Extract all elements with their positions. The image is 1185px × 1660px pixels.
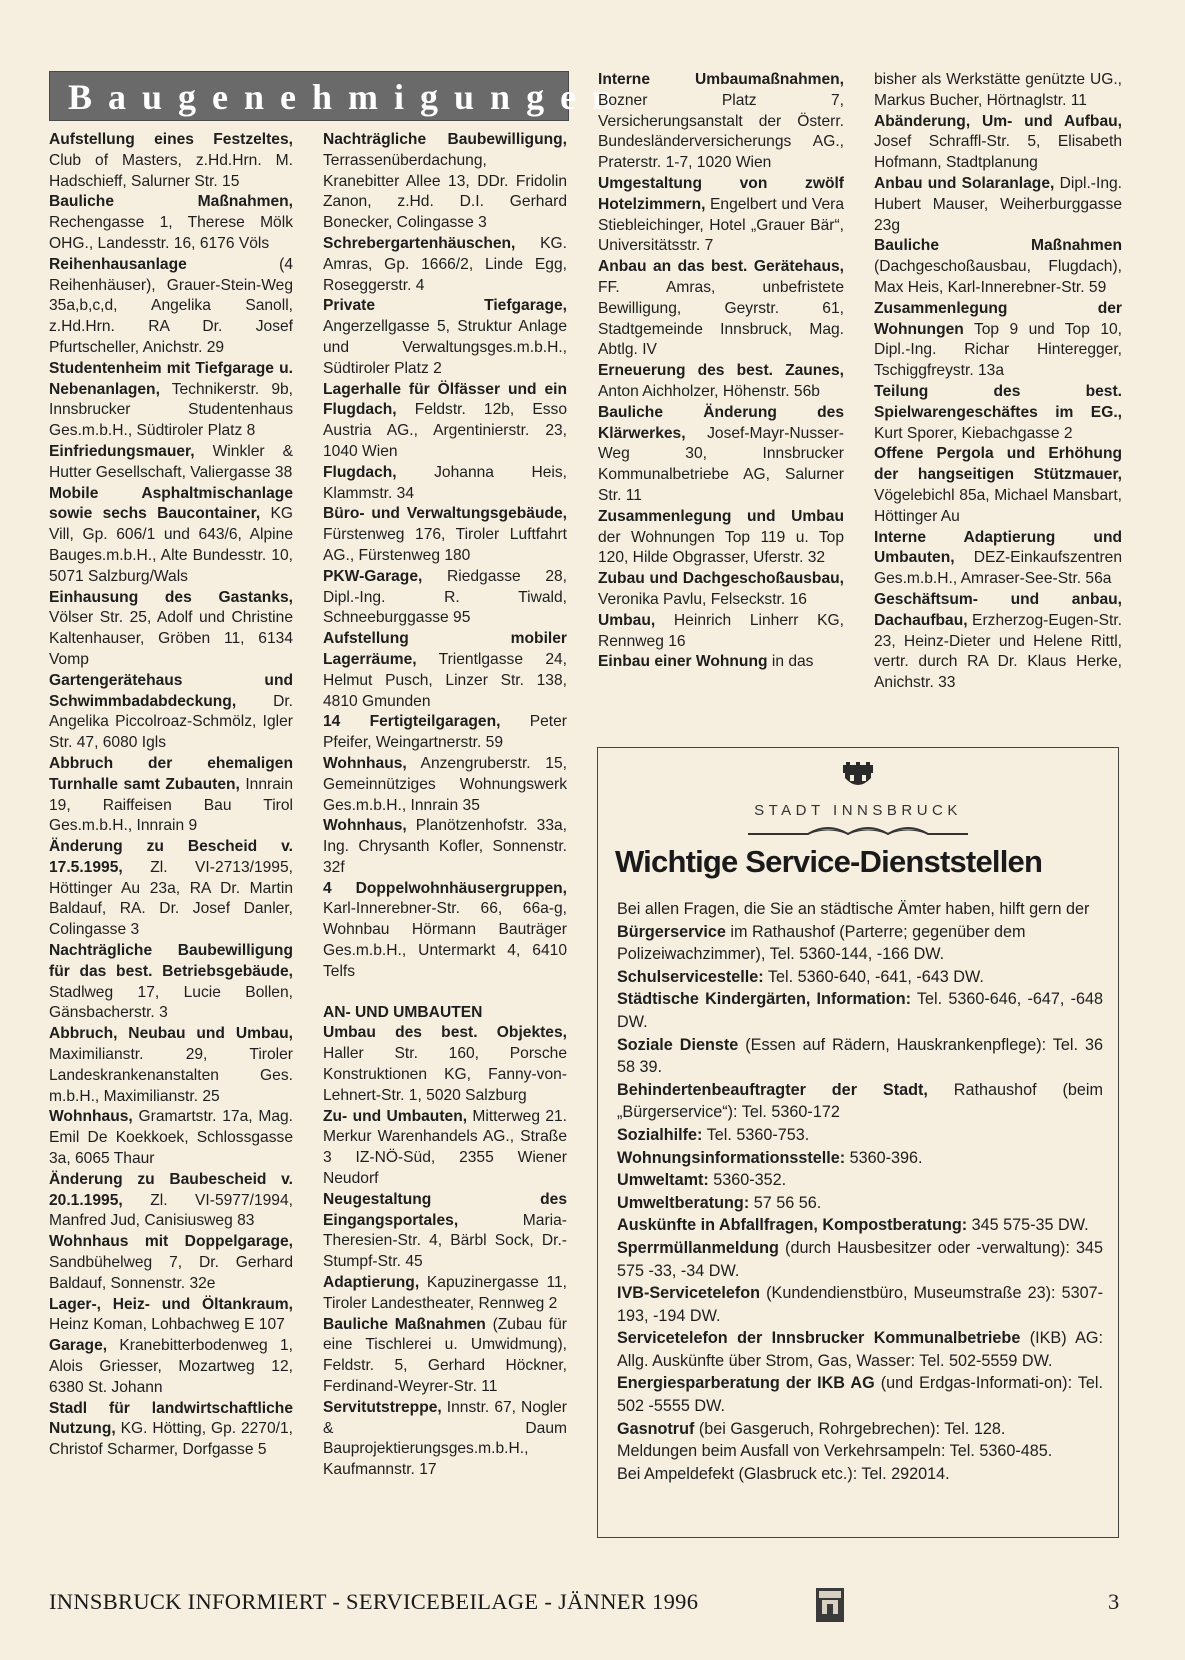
entry-heading: Garage, xyxy=(49,1337,108,1355)
entry-heading: Umgestaltung von zwölf Hotelzimmern, xyxy=(598,174,844,213)
entry-text: Mitterweg 21. Merkur Warenhandels AG., Straße 3 IZ-NÖ-Süd, 2355 Wiener Neudorf xyxy=(323,1107,567,1188)
entry-heading: Wohnungsinformationsstelle: xyxy=(617,1148,846,1167)
entry-text: Dr. Angelika Piccolroaz-Schmölz, Igler Str. 47, 6080 Igls xyxy=(49,692,293,752)
entry-text: Josef Schraffl-Str. 5, Elisabeth Hofmann, Stadtplanung xyxy=(874,133,1122,172)
list-item xyxy=(598,507,844,569)
entry-heading: Umweltamt: xyxy=(617,1171,709,1190)
list-item xyxy=(598,361,844,403)
entry-text: 5360-396. xyxy=(845,1148,923,1167)
entry-heading: Umbau, xyxy=(598,611,656,629)
entry-text: Rechengasse 1, Therese Mölk OHG., Landesstr. 16, 6176 Völs xyxy=(49,214,293,252)
service-entries xyxy=(617,966,1103,1440)
list-item xyxy=(323,712,567,754)
list-item xyxy=(49,1107,293,1169)
entry-text: KG Vill, Gp. 606/1 und 643/6, Alpine Bauges.m.b.H., Alte Bundesstr. 10, 5071 Salzburg/Wals xyxy=(49,505,293,585)
listing-group-extensions xyxy=(323,1023,567,1481)
entry-heading: Wohnhaus, xyxy=(49,1108,133,1126)
list-item xyxy=(49,1295,293,1337)
entry-text: Völser Str. 25, Adolf und Christine Kaltenhauser, Gröben 11, 6134 Vomp xyxy=(49,609,293,668)
entry-text: Maximilianstr. 29, Tiroler Landeskrankenanstalten Ges. m.b.H., Maximilianstr. 25 xyxy=(49,1046,293,1105)
entry-heading: Nachträgliche Baubewilligung, xyxy=(323,131,567,148)
entry-text: Fürstenweg 176, Tiroler Luftfahrt AG., Fürstenweg 180 xyxy=(323,526,567,564)
entry-text: Heinrich Linherr KG, Rennweg 16 xyxy=(598,611,844,650)
entry-text: (Kundendienstbüro, Museumstraße 23): 5307-193, -194 DW. xyxy=(617,1284,1103,1325)
entry-heading: Gartengerätehaus und Schwimmbadabdeckung, xyxy=(49,671,293,710)
list-item xyxy=(617,1327,1103,1372)
entry-text: (Dachgeschoßausbau, Flugdach), Max Heis, Karl-Innerebner-Str. 59 xyxy=(874,258,1122,296)
service-intro: Bei allen Fragen, die Sie an städtische Ämter haben, hilft gern der Bürgerservice im Rathaushof (Parterre; gegenüber dem Polizeiwachzimmer), Tel. 5360-144, -166 DW. xyxy=(617,900,1090,964)
entry-heading: Aufstellung mobiler Lagerräume, xyxy=(323,630,567,668)
entry-heading: Einbau einer Wohnung xyxy=(598,653,768,671)
list-item xyxy=(323,504,567,566)
listing-group-new xyxy=(323,130,567,983)
entry-text: 57 56 56. xyxy=(749,1193,822,1212)
entry-heading: Studentenheim mit Tiefgarage u. Nebenanlagen, xyxy=(49,359,293,398)
entry-text: (Essen auf Rädern, Hauskrankenpflege): Tel. 36 58 39. xyxy=(617,1035,1103,1077)
entry-heading: Wohnhaus, xyxy=(323,817,407,835)
list-item xyxy=(874,112,1122,174)
list-item xyxy=(323,463,567,505)
entry-text: (bei Gasgeruch, Rohrgebrechen): Tel. 128. xyxy=(694,1419,1006,1438)
entry-text: Riedgasse 28, Dipl.-Ing. R. Tiwald, Schneeburggasse 95 xyxy=(323,567,567,627)
list-item xyxy=(323,879,567,983)
entry-heading: Einfriedungsmauer, xyxy=(49,442,195,460)
entry-heading: Abbruch der ehemaligen Turnhalle samt Zubauten, xyxy=(49,754,293,793)
entry-heading: Offene Pergola und Erhöhung der hangseitigen Stützmauer, xyxy=(874,445,1122,484)
entry-text: Sandbühelweg 7, Dr. Gerhard Baldauf, Sonnenstr. 32e xyxy=(49,1254,293,1292)
list-item xyxy=(617,1192,1103,1215)
entry-heading: Auskünfte in Abfallfragen, Kompostberatung: xyxy=(617,1216,968,1235)
list-item xyxy=(323,1273,567,1315)
list-item xyxy=(49,484,293,588)
list-item xyxy=(617,1214,1103,1237)
entry-text: Bozner Platz 7, Versicherungsanstalt der Österr. Bundesländerversicherungs AG., Praterstr. 1-7, 1020 Wien xyxy=(598,91,844,172)
listing-column-1 xyxy=(49,130,293,1461)
list-item xyxy=(617,1282,1103,1327)
list-item xyxy=(323,1190,567,1273)
list-item xyxy=(874,382,1122,444)
entry-heading: Einhausung des Gastanks, xyxy=(49,588,293,606)
entry-heading: Geschäftsum- und anbau, Dachaufbau, xyxy=(874,590,1122,629)
list-item xyxy=(323,629,567,712)
city-logo xyxy=(598,762,1118,842)
list-item xyxy=(323,234,567,296)
list-item xyxy=(323,816,567,878)
entry-heading: Gasnotruf xyxy=(617,1419,695,1438)
entry-text: Innstr. 67, Nogler & Daum Bauprojektierungsges.m.b.H., Kaufmannstr. 17 xyxy=(323,1398,567,1479)
list-item xyxy=(598,70,844,174)
entry-text: (Zubau für eine Tischlerei u. Umwidmung), Feldstr. 5, Gerhard Höckner, Ferdinand-Weyrer-Str. 11 xyxy=(323,1315,567,1396)
org-name: STADT INNSBRUCK xyxy=(754,802,962,819)
entry-text: bisher als Werkstätte genützte UG., Markus Bucher, Hörtnaglstr. 11 xyxy=(874,71,1122,109)
list-item xyxy=(617,1124,1103,1147)
entry-heading: Wohnhaus mit Doppelgarage, xyxy=(49,1233,293,1251)
entry-heading: Interne Umbaumaßnahmen, xyxy=(598,71,844,88)
entry-text: Johanna Heis, Klammstr. 34 xyxy=(323,463,567,502)
entry-text: Kapuzinergasse 11, Tiroler Landestheater, Rennweg 2 xyxy=(323,1274,567,1312)
entry-text: in das xyxy=(767,653,814,671)
section-title: Baugenehmigungen xyxy=(68,77,629,117)
entry-heading: Mobile Asphaltmischanlage sowie sechs Baucontainer, xyxy=(49,484,293,523)
entry-heading: Energiesparberatung der IKB AG xyxy=(617,1374,875,1393)
entry-heading: Abbruch, Neubau und Umbau, xyxy=(49,1025,293,1043)
city-crest-icon xyxy=(841,762,875,795)
entry-text: Veronika Pavlu, Felseckstr. 16 xyxy=(598,590,807,608)
entry-text: FF. Amras, unbefristete Bewilligung, Geyrstr. 61, Stadtgemeinde Innsbruck, Mag. Abtlg. IV xyxy=(598,278,844,359)
list-item xyxy=(617,1079,1103,1124)
entry-heading: Bauliche Maßnahmen, xyxy=(49,193,293,211)
entry-heading: Stadl für landwirtschaftliche Nutzung, xyxy=(49,1399,293,1438)
entry-heading: 4 Doppelwohnhäusergruppen, xyxy=(323,879,567,897)
entry-heading: Bauliche Änderung des Klärwerkes, xyxy=(598,403,844,442)
entry-heading: Lagerhalle für Ölfässer und ein Flugdach, xyxy=(323,380,567,419)
entry-heading: PKW-Garage, xyxy=(323,567,423,585)
entry-text: Erzherzog-Eugen-Str. 23, Heinz-Dieter und Helene Rittl, vertr. durch RA Dr. Klaus Herke, Anichstr. 33 xyxy=(874,611,1122,692)
list-item xyxy=(49,837,293,941)
subsection-heading: AN- UND UMBAUTEN xyxy=(323,1003,483,1021)
entry-text: Tel. 5360-640, -641, -643 DW. xyxy=(763,967,984,986)
list-item xyxy=(323,567,567,629)
listing-column-3 xyxy=(598,70,844,673)
listing-column-2 xyxy=(323,130,567,1481)
list-item xyxy=(323,1023,567,1106)
list-item xyxy=(874,299,1122,382)
entry-text: Vögelebichl 85a, Michael Mansbart, Höttinger Au xyxy=(874,486,1122,525)
bridge-wave-icon xyxy=(748,820,968,840)
list-item xyxy=(598,403,844,507)
list-item xyxy=(49,671,293,754)
entry-heading: Anbau an das best. Gerätehaus, xyxy=(598,258,844,276)
entry-heading: Lager-, Heiz- und Öltankraum, xyxy=(49,1295,293,1313)
entry-text: KG. Hötting, Gp. 2270/1, Christof Scharmer, Dorfgasse 5 xyxy=(49,1420,293,1459)
entry-heading: Adaptierung, xyxy=(323,1274,420,1292)
entry-text: Kranebitterbodenweg 1, Alois Griesser, Mozartweg 12, 6380 St. Johann xyxy=(49,1337,293,1396)
list-item xyxy=(49,255,293,359)
entry-text: Trientlgasse 24, Helmut Pusch, Linzer Str. 138, 4810 Gmunden xyxy=(323,650,567,710)
entry-heading: Wohnhaus, xyxy=(323,754,407,772)
entry-text: Planötzenhofstr. 33a, Ing. Chrysanth Kofler, Sonnenstr. 32f xyxy=(323,817,567,876)
entry-heading: Zusammenlegung und Umbau xyxy=(598,507,844,525)
entry-text: DEZ-Einkaufszentren Ges.m.b.H., Amraser-See-Str. 56a xyxy=(874,549,1122,588)
entry-text: Tel. 5360-646, -647, -648 DW. xyxy=(617,990,1103,1031)
list-item xyxy=(598,174,844,257)
entry-text: Stadlweg 17, Lucie Bollen, Gänsbacherstr. 3 xyxy=(49,983,293,1022)
entry-text: Zl. VI-2713/1995, Höttinger Au 23a, RA Dr. Martin Baldauf, RA. Dr. Josef Danler, Colingasse 3 xyxy=(49,858,293,939)
entry-text: Kurt Sporer, Kiebachgasse 2 xyxy=(874,424,1073,442)
entry-text: (IKB) AG: Allg. Auskünfte über Strom, Gas, Wasser: Tel. 502-5559 DW. xyxy=(617,1329,1103,1370)
list-item xyxy=(617,1372,1103,1417)
entry-text: Anzengruberstr. 15, Gemeinnütziges Wohnungswerk Ges.m.b.H., Innrain 35 xyxy=(323,754,567,814)
entry-heading: Private Tiefgarage, xyxy=(323,297,567,315)
entry-text: Gramartstr. 17a, Mag. Emil De Koekkoek, Schlossgasse 3a, 6065 Thaur xyxy=(49,1108,293,1168)
list-item xyxy=(874,236,1122,298)
list-item xyxy=(617,1147,1103,1170)
entry-text: Anton Aichholzer, Höhenstr. 56b xyxy=(598,382,820,400)
list-item xyxy=(874,70,1122,112)
entry-text: (durch Hausbesitzer oder -verwaltung): 345 575 -33, -34 DW. xyxy=(617,1238,1103,1280)
entry-text: Club of Masters, z.Hd.Hrn. M. Hadschieff, Salurner Str. 15 xyxy=(49,151,293,190)
list-item xyxy=(49,442,293,484)
service-box-body xyxy=(617,898,1103,1485)
entry-text: Engelbert und Vera Stiebleichinger, Hotel „Grauer Bär“, Universitätsstr. 7 xyxy=(598,195,844,255)
list-item xyxy=(598,257,844,361)
entry-heading: Zusammenlegung der Wohnungen xyxy=(874,299,1122,338)
list-item xyxy=(598,569,844,611)
entry-heading: Schulservicestelle: xyxy=(617,967,764,986)
entry-heading: Aufstellung eines Festzeltes, xyxy=(49,131,293,148)
entry-heading: Servicetelefon der Innsbrucker Kommunalbetriebe xyxy=(617,1329,1021,1348)
list-item xyxy=(617,1418,1103,1441)
list-item xyxy=(617,1034,1103,1079)
entry-heading: Schrebergartenhäuschen, xyxy=(323,234,516,252)
list-item xyxy=(874,528,1122,590)
entry-text: 5360-352. xyxy=(708,1171,787,1190)
entry-heading: Interne Adaptierung und Umbauten, xyxy=(874,528,1122,567)
list-item xyxy=(49,1232,293,1294)
list-item xyxy=(49,1336,293,1398)
entry-heading: Anbau und Solaranlage, xyxy=(874,174,1055,192)
entry-text: Top 9 und Top 10, Dipl.-Ing. Richar Hinteregger, Tschiggfreystr. 13a xyxy=(874,320,1122,380)
list-item xyxy=(49,1170,293,1232)
section-title-bar xyxy=(49,71,629,121)
entry-heading: IVB-Servicetelefon xyxy=(617,1284,761,1303)
list-item xyxy=(49,941,293,1024)
list-item xyxy=(874,174,1122,236)
entry-text: Heinz Koman, Lohbachweg E 107 xyxy=(49,1316,285,1334)
service-closing-2: Bei Ampeldefekt (Glasbruck etc.): Tel. 292014. xyxy=(617,1464,950,1483)
entry-heading: Abänderung, Um- und Aufbau, xyxy=(874,112,1122,130)
entry-text: Feldstr. 12b, Esso Austria AG., Argentinierstr. 23, 1040 Wien xyxy=(323,401,567,460)
entry-text: Tel. 5360-753. xyxy=(702,1125,810,1144)
list-item xyxy=(598,652,844,673)
service-box xyxy=(597,747,1119,1538)
list-item xyxy=(49,1024,293,1107)
entry-text: Maria-Theresien-Str. 4, Bärbl Sock, Dr.-Stumpf-Str. 45 xyxy=(323,1211,567,1271)
list-item xyxy=(323,1107,567,1190)
list-item xyxy=(617,1237,1103,1282)
list-item xyxy=(49,130,293,192)
entry-text: 345 575-35 DW. xyxy=(967,1216,1089,1235)
entry-text: (4 Reihenhäuser), Grauer-Stein-Weg 35a,b,c,d, Angelika Sanoll, z.Hd.Hrn. RA Dr. Josef Pfurtscheller, Anichstr. 29 xyxy=(49,255,293,356)
list-item xyxy=(323,1398,567,1481)
list-item xyxy=(49,359,293,442)
entry-heading: Teilung des best. Spielwarengeschäftes im EG., xyxy=(874,382,1122,421)
entry-text: (und Erdgas-Informati-on): Tel. 502 -5555 DW. xyxy=(617,1374,1103,1416)
entry-heading: Zu- und Umbauten, xyxy=(323,1107,468,1125)
city-crest-icon xyxy=(816,1588,844,1627)
entry-heading: Zubau und Dachgeschoßausbau, xyxy=(598,570,844,588)
service-box-title: Wichtige Service-Dienststellen xyxy=(615,844,1043,879)
entry-heading: Flugdach, xyxy=(323,463,397,481)
listing-column-4 xyxy=(874,70,1122,694)
list-item xyxy=(323,296,567,379)
entry-heading: Bauliche Maßnahmen xyxy=(874,237,1122,255)
entry-heading: Bauliche Maßnahmen xyxy=(323,1315,486,1333)
list-item xyxy=(598,611,844,653)
entry-text: Angerzellgasse 5, Struktur Anlage und Verwaltungsges.m.b.H., Südtiroler Platz 2 xyxy=(323,318,567,377)
entry-text: Rathaushof (beim „Bürgerservice“): Tel. 5360-172 xyxy=(617,1080,1103,1122)
entry-heading: Soziale Dienste xyxy=(617,1035,739,1054)
entry-text: Josef-Mayr-Nusser-Weg 30, Innsbrucker Kommunalbetriebe AG, Salurner Str. 11 xyxy=(598,424,844,504)
list-item xyxy=(49,1399,293,1461)
page-number: 3 xyxy=(1108,1589,1120,1614)
service-closing-1: Meldungen beim Ausfall von Verkehrsampeln: Tel. 5360-485. xyxy=(617,1442,1053,1461)
list-item xyxy=(323,754,567,816)
list-item xyxy=(49,588,293,671)
entry-heading: 14 Fertigteilgaragen, xyxy=(323,713,501,731)
entry-heading: Reihenhausanlage xyxy=(49,255,187,273)
entry-heading: Behindertenbeauftragter der Stadt, xyxy=(617,1080,928,1099)
list-item xyxy=(323,380,567,463)
entry-heading: Sperrmüllanmeldung xyxy=(617,1238,779,1257)
entry-text: Karl-Innerebner-Str. 66, 66a-g, Wohnbau Hörmann Bauträger Ges.m.b.H., Untermarkt 4, 6410 Telfs xyxy=(323,900,567,980)
entry-text: Terrassenüberdachung, Kranebitter Allee 13, DDr. Fridolin Zanon, z.Hd. D.I. Gerhard Bonecker, Colingasse 3 xyxy=(323,151,567,232)
entry-heading: Servitutstreppe, xyxy=(323,1398,442,1416)
entry-heading: Änderung zu Baubescheid v. 20.1.1995, xyxy=(49,1170,293,1209)
entry-heading: Umbau des best. Objektes, xyxy=(323,1024,567,1042)
entry-heading: Änderung zu Bescheid v. 17.5.1995, xyxy=(49,838,293,876)
entry-heading: Sozialhilfe: xyxy=(617,1125,703,1144)
entry-text: Winkler & Hutter Gesellschaft, Valiergasse 38 xyxy=(49,442,293,481)
list-item xyxy=(49,754,293,837)
entry-heading: Nachträgliche Baubewilligung für das best. Betriebsgebäude, xyxy=(49,942,293,980)
list-item xyxy=(49,192,293,254)
entry-text: Zl. VI-5977/1994, Manfred Jud, Canisiusweg 83 xyxy=(49,1191,293,1230)
list-item xyxy=(617,1169,1103,1192)
entry-text: Dipl.-Ing. Hubert Mauser, Weiherburggasse 23g xyxy=(874,174,1123,234)
list-item xyxy=(617,988,1103,1033)
entry-heading: Büro- und Verwaltungsgebäude, xyxy=(323,505,567,523)
entry-text: Haller Str. 160, Porsche Konstruktionen KG, Fanny-von-Lehnert-Str. 1, 5020 Salzburg xyxy=(323,1045,567,1104)
list-item xyxy=(874,444,1122,527)
footer-text: INNSBRUCK INFORMIERT - SERVICEBEILAGE - JÄNNER 1996 xyxy=(49,1589,699,1614)
list-item xyxy=(617,966,1103,989)
entry-heading: Umweltberatung: xyxy=(617,1193,750,1212)
list-item xyxy=(323,1315,567,1398)
entry-heading: Neugestaltung des Eingangsportales, xyxy=(323,1190,567,1229)
entry-heading: Städtische Kindergärten, Information: xyxy=(617,990,911,1009)
list-item xyxy=(323,130,567,234)
list-item xyxy=(874,590,1122,694)
entry-text: Innrain 19, Raiffeisen Bau Tirol Ges.m.b.H., Innrain 9 xyxy=(49,775,294,835)
entry-heading: Erneuerung des best. Zaunes, xyxy=(598,362,844,380)
entry-text: Technikerstr. 9b, Innsbrucker Studentenhaus Ges.m.b.H., Südtiroler Platz 8 xyxy=(49,380,293,440)
entry-text: der Wohnungen Top 119 u. Top 120, Hilde Obgrasser, Uferstr. 32 xyxy=(598,528,844,567)
entry-text: Peter Pfeifer, Weingartnerstr. 59 xyxy=(323,713,567,752)
entry-text: KG. Amras, Gp. 1666/2, Linde Egg, Roseggerstr. 4 xyxy=(323,234,567,294)
